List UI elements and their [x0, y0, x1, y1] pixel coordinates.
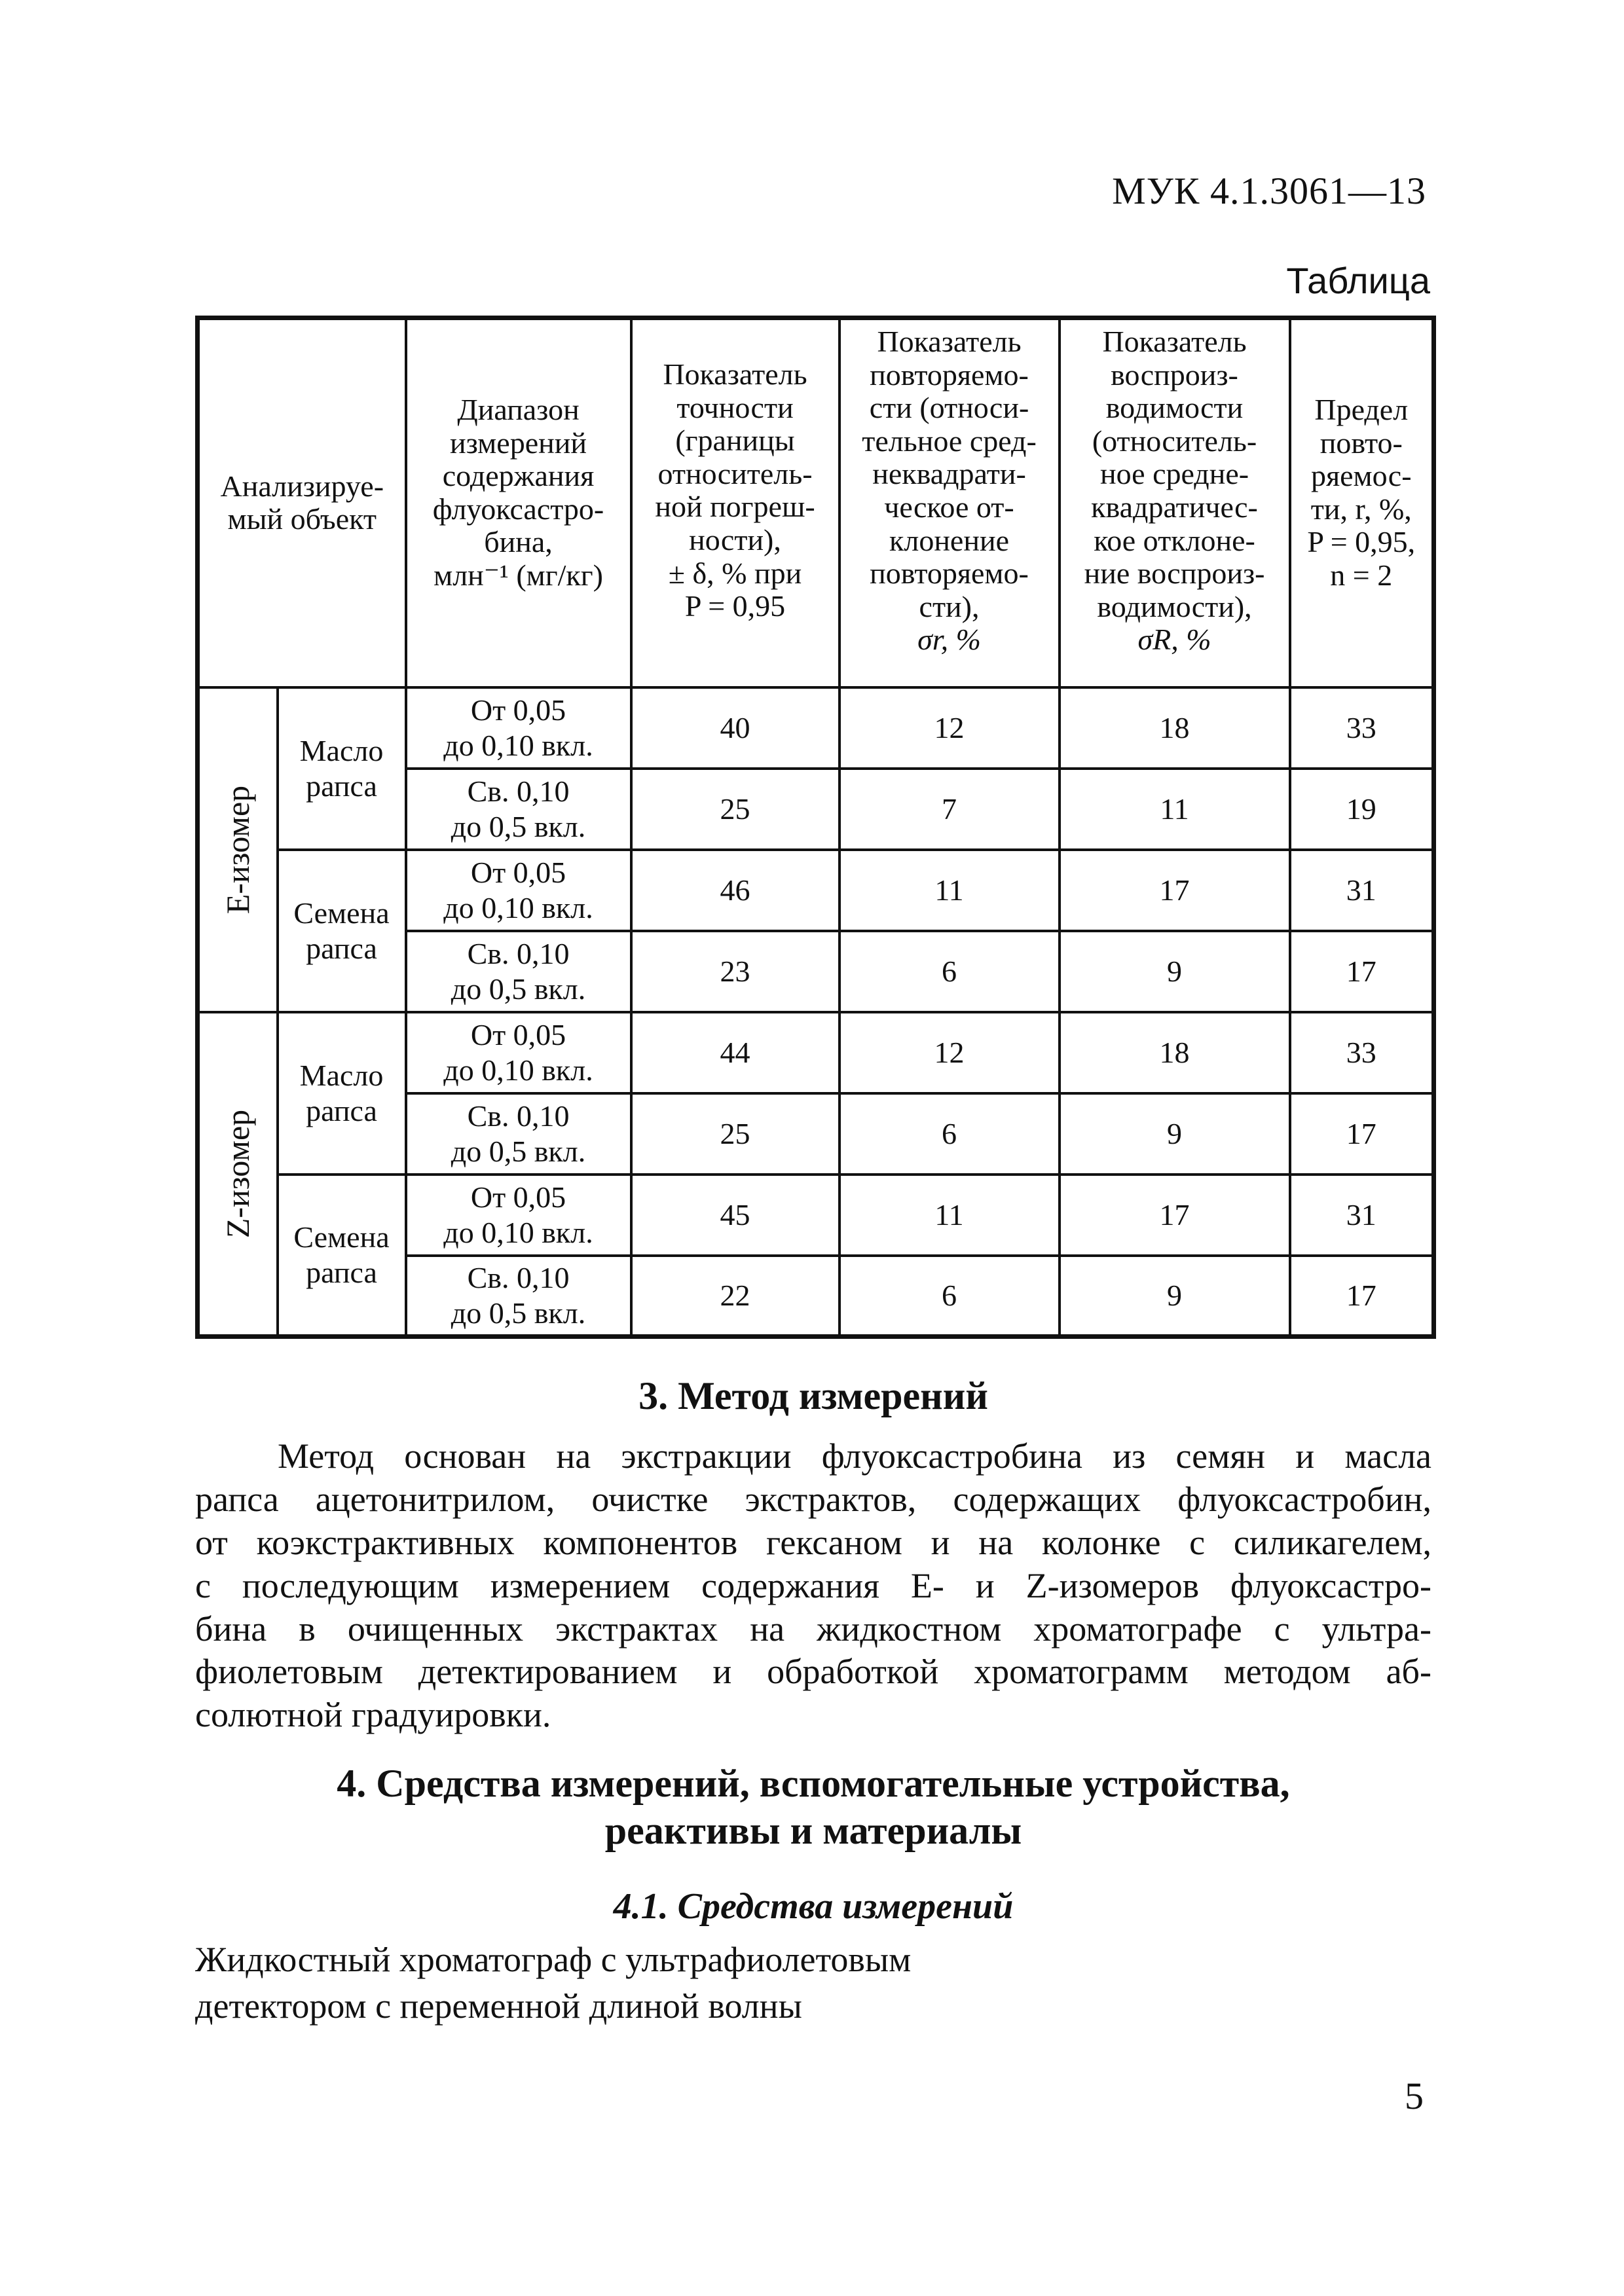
range-cell: Св. 0,10 до 0,5 вкл. — [406, 931, 631, 1012]
range-cell: От 0,05 до 0,10 вкл. — [406, 1012, 631, 1093]
reproducibility-cell: 11 — [1060, 769, 1290, 850]
paragraph-line: Жидкостный хроматограф с ультрафиолетовым — [195, 1940, 912, 1979]
accuracy-cell: 45 — [631, 1175, 840, 1256]
document-code: МУК 4.1.3061—13 — [1112, 170, 1426, 212]
object-label: Семена рапса — [278, 1175, 406, 1337]
object-label: Масло рапса — [278, 687, 406, 850]
object-label: Семена рапса — [278, 850, 406, 1012]
table-header-row — [198, 318, 1434, 687]
table-row — [198, 687, 1434, 769]
header-repeatability: Показатель повторяемо- сти (относи- тельное сред- неквадрати- ческое от- клонение повторяемо- сти), σr, % — [840, 318, 1060, 687]
limit-cell: 17 — [1290, 1093, 1434, 1175]
repeatability-cell: 12 — [840, 1012, 1060, 1093]
limit-cell: 19 — [1290, 769, 1434, 850]
paragraph-line: рапса ацетонитрилом, очистке экстрактов, содержащих флуоксастробин, — [195, 1479, 1431, 1519]
accuracy-cell: 25 — [631, 1093, 840, 1175]
metrology-table — [195, 316, 1436, 1339]
accuracy-cell: 44 — [631, 1012, 840, 1093]
header-limit: Предел повто- ряемос- ти, r, %, P = 0,95, n = 2 — [1290, 318, 1434, 687]
reproducibility-cell: 9 — [1060, 931, 1290, 1012]
limit-cell: 33 — [1290, 687, 1434, 769]
header-object: Анализируе- мый объект — [198, 318, 406, 687]
reproducibility-cell: 17 — [1060, 1175, 1290, 1256]
reproducibility-cell: 18 — [1060, 1012, 1290, 1093]
section-4-title: 4. Средства измерений, вспомогательные устройства, реактивы и материалы — [337, 1762, 1290, 1852]
header-range: Диапазон измерений содержания флуоксастро- бина, млн⁻¹ (мг/кг) — [406, 318, 631, 687]
section-3-paragraph — [195, 1435, 1431, 1737]
object-label: Масло рапса — [278, 1012, 406, 1175]
isomer-label-z: Z-изомер — [198, 1012, 278, 1337]
limit-cell: 17 — [1290, 1256, 1434, 1337]
limit-cell: 33 — [1290, 1012, 1434, 1093]
paragraph-line: Метод основан на экстракции флуоксастробина из семян и масла — [278, 1436, 1431, 1476]
range-cell: От 0,05 до 0,10 вкл. — [406, 687, 631, 769]
limit-cell: 31 — [1290, 1175, 1434, 1256]
limit-cell: 31 — [1290, 850, 1434, 931]
repeatability-cell: 6 — [840, 931, 1060, 1012]
accuracy-cell: 25 — [631, 769, 840, 850]
reproducibility-cell: 9 — [1060, 1256, 1290, 1337]
header-accuracy: Показатель точности (границы относитель- ной погреш- ности), ± δ, % при P = 0,95 — [631, 318, 840, 687]
repeatability-cell: 7 — [840, 769, 1060, 850]
repeatability-cell: 12 — [840, 687, 1060, 769]
page-number: 5 — [1405, 2075, 1424, 2117]
accuracy-cell: 40 — [631, 687, 840, 769]
paragraph-line: с последующим измерением содержания E- и Z-изомеров флуоксастро- — [195, 1565, 1431, 1605]
table-row — [198, 1012, 1434, 1093]
header-reproducibility: Показатель воспроиз- водимости (относитель- ное средне- квадратичес- кое отклоне- ние воспроиз- водимости), σR, % — [1060, 318, 1290, 687]
accuracy-cell: 23 — [631, 931, 840, 1012]
table-row — [198, 850, 1434, 931]
range-cell: Св. 0,10 до 0,5 вкл. — [406, 1093, 631, 1175]
paragraph-line: от коэкстрактивных компонентов гексаном и на колонке с силикагелем, — [195, 1522, 1431, 1562]
range-cell: От 0,05 до 0,10 вкл. — [406, 850, 631, 931]
accuracy-cell: 46 — [631, 850, 840, 931]
repeatability-cell: 11 — [840, 850, 1060, 931]
paragraph-line: бина в очищенных экстрактах на жидкостном хроматографе с ультра- — [195, 1609, 1431, 1649]
paragraph-line: солютной градуировки. — [195, 1695, 551, 1735]
section-3-title: 3. Метод измерений — [638, 1374, 988, 1417]
paragraph-line: фиолетовым детектированием и обработкой хроматограмм методом аб- — [195, 1652, 1431, 1692]
repeatability-cell: 11 — [840, 1175, 1060, 1256]
repeatability-cell: 6 — [840, 1256, 1060, 1337]
subsection-4-1-title: 4.1. Средства измерений — [613, 1886, 1014, 1927]
table-row — [198, 1175, 1434, 1256]
limit-cell: 17 — [1290, 931, 1434, 1012]
range-cell: Св. 0,10 до 0,5 вкл. — [406, 769, 631, 850]
reproducibility-cell: 17 — [1060, 850, 1290, 931]
repeatability-cell: 6 — [840, 1093, 1060, 1175]
range-cell: От 0,05 до 0,10 вкл. — [406, 1175, 631, 1256]
isomer-label-e: E-изомер — [198, 687, 278, 1012]
accuracy-cell: 22 — [631, 1256, 840, 1337]
table-caption: Таблица — [1286, 260, 1430, 301]
section-4-text — [195, 1937, 911, 2030]
reproducibility-cell: 9 — [1060, 1093, 1290, 1175]
reproducibility-cell: 18 — [1060, 687, 1290, 769]
paragraph-line: детектором с переменной длиной волны — [195, 1986, 802, 2026]
range-cell: Св. 0,10 до 0,5 вкл. — [406, 1256, 631, 1337]
